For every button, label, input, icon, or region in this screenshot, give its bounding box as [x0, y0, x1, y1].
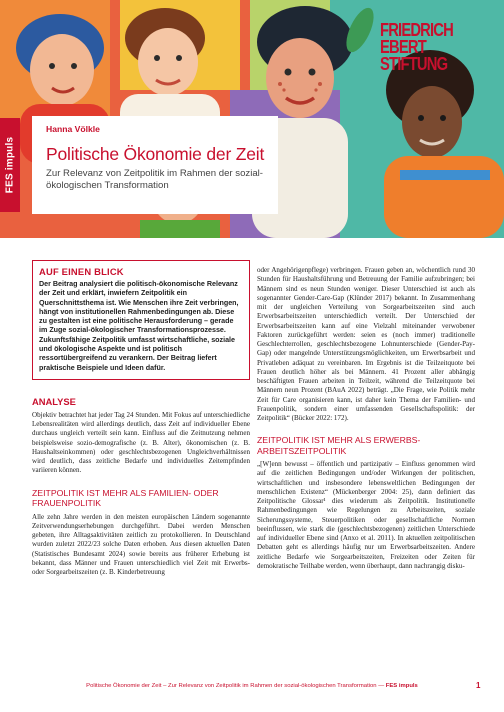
- page-footer: [0, 683, 504, 689]
- summary-heading: AUF EINEN BLICK: [39, 266, 124, 277]
- analysis-paragraph-3: oder Angehörigenpflege) verbringen. Frauen geben an, wöchentlich rund 30 Stunden für Haushaltsführung und Betreuung der Familie aufzubringen; bei Männern sind es neun Stunden weniger. Dieser Unterschied ist auch als sogenannter Gender-Care-Gap (Klünder 2017) bekannt. In Zusammenhang mit der ungleichen Verteilung von Sorgearbeitszeiten sind auch Erwerbsarbeitszeiten unterschiedlich verteilt. Der Unterschied der Erwerbsarbeitszeiten kann auf eine Vielzahl miteinander verwobener Faktoren zurückgeführt werden: seien es (noch immer) traditionelle Geschlechterrollen, geschlechtsbezogene Lohnunterschiede (Gender-Pay-Gap) oder mangelnde Unterstützungsmöglichkeiten, um Erwerbsarbeit und Privatleben adäquat zu vereinbaren. Im Ergebnis ist die Teilzeitquote bei Frauen deutlich höher als bei Männern. 41 Prozent aller abhängig beschäftigten Frauen arbeiten in Teilzeit, während die Teilzeitquote bei Männern neun Prozent (BAuA 2022) beträgt. „Die Frage, wie Politik mehr Zeit für Care organisieren kann, ist daher kein Thema der Familien- und Frauenpolitik, sondern einer umfassenden Gesellschaftspolitik: der Zeitpolitik“ (Bücker 2022: 172).: [257, 266, 475, 422]
- summary-box: [32, 260, 250, 380]
- summary-text: Der Beitrag analysiert die politisch-ökonomische Relevanz der Zeit und erklärt, inwiefern Zeitpolitik ein Querschnittsthema ist. Wie Menschen ihre Zeit verbringen, hängt von institutionellen Rahmenbedingungen ab. Diese zu gestalten ist eine politische Herausforderung – gerade im Zuge sozial-ökologischer Transformationsprozesse. Zukunftsfähige Zeitpolitik umfasst wirtschaftliche, soziale und ökologische Aspekte und ist politisch ressortübergreifend zu verankern. Der Beitrag liefert praktische Beispiele und Ideen dafür.: [39, 280, 239, 372]
- logo-line-3: STIFTUNG: [380, 54, 448, 74]
- page-subtitle: Zur Relevanz von Zeitpolitik im Rahmen der sozial-ökologischen Transformation: [46, 168, 264, 191]
- author-name: Hanna Völkle: [46, 124, 100, 134]
- analysis-heading: ANALYSE: [32, 395, 76, 407]
- footer-brand: FES impuls: [385, 683, 418, 689]
- series-tab: [0, 118, 20, 212]
- right-column: [257, 266, 475, 571]
- analysis-paragraph-1: Objektiv betrachtet hat jeder Tag 24 Stunden. Mit Fokus auf unterschiedliche Lebensrealitäten wird allerdings deutlich, dass Zeit auf individueller Ebene durchaus ungleich verteilt sein kann. Einfluss auf die Zeitnutzung nehmen beispielsweise sozio-demografische (z. B. Alter), ökonomischen (z. B. Haushaltseinkommen) oder geschlechtsbezogenen Ungleichverhältnissen wird deutlich, dass zeitliche Bedarfe und individuelles Zeitempfinden variieren können.: [32, 410, 250, 475]
- logo-line-2: EBERT: [380, 37, 426, 57]
- analysis-paragraph-4: „[W]enn bewusst – öffentlich und partizipativ – Einfluss genommen wird auf die zeitlichen Bedingungen und/oder Wirkungen der politischen, wirtschaftlichen und insbesondere lebensweltlichen Bedingungen der menschlichen Existenz“ (Mückenberger 2004: 25), dann definiert das Zeitpolitische Glossar¹ dies wiederum als Zeitpolitik. Institutionelle Rahmenbedingungen wie Regelungen zu Arbeitszeiten, soziale Sicherungssysteme, Steuerpolitiken oder gesellschaftliche Normen beeinflussen, wie stark die (geschlechtsbezogenen) zeitlichen Unterschiede auf individueller Ebene sind (Anxo et al. 2011). In aktuellen zeitpolitischen Debatten geht es allerdings häufig nur um Erwerbsarbeitszeiten. Andere zeitliche Bedarfe wie Sorgearbeitszeiten, Freizeiten oder Zeiten für demokratische Teilhabe werden, wenn überhaupt, dann nachrangig disku-: [257, 460, 475, 570]
- section-heading-1: ZEITPOLITIK IST MEHR ALS FAMILIEN- ODER FRAUENPOLITIK: [32, 487, 219, 509]
- footer-text: Politische Ökonomie der Zeit – Zur Relevanz von Zeitpolitik im Rahmen der sozial-ökologischen Transformation —: [86, 683, 385, 689]
- section-heading-2: ZEITPOLITIK IST MEHR ALS ERWERBS-ARBEITSZEITPOLITIK: [257, 435, 421, 456]
- page-title: Politische Ökonomie der Zeit: [46, 144, 265, 164]
- page-number: 1: [476, 681, 481, 690]
- analysis-paragraph-2: Alle zehn Jahre werden in den meisten europäischen Ländern sogenannte Zeitverwendungserhebungen durchgeführt. Dabei werden Menschen gebeten, ihre Alltagsaktivitäten zeitlich zu protokollieren. In Deutschland wurden zuletzt 2022/23 solche Daten erhoben. Aus diesen aktuellen Daten (Statistisches Bundesamt 2024) sowie bereits aus früherer Erhebung ist bekannt, dass Männer und Frauen unterschiedlich viel Zeit mit Erwerbs- oder Sorgearbeitszeiten (z. B. Kinderbetreuung: [32, 512, 250, 577]
- fes-logo: [380, 22, 502, 84]
- logo-line-1: FRIEDRICH: [380, 20, 453, 40]
- series-tab-label: FES impuls: [4, 136, 16, 194]
- title-card: [32, 116, 278, 214]
- left-column: [32, 260, 250, 577]
